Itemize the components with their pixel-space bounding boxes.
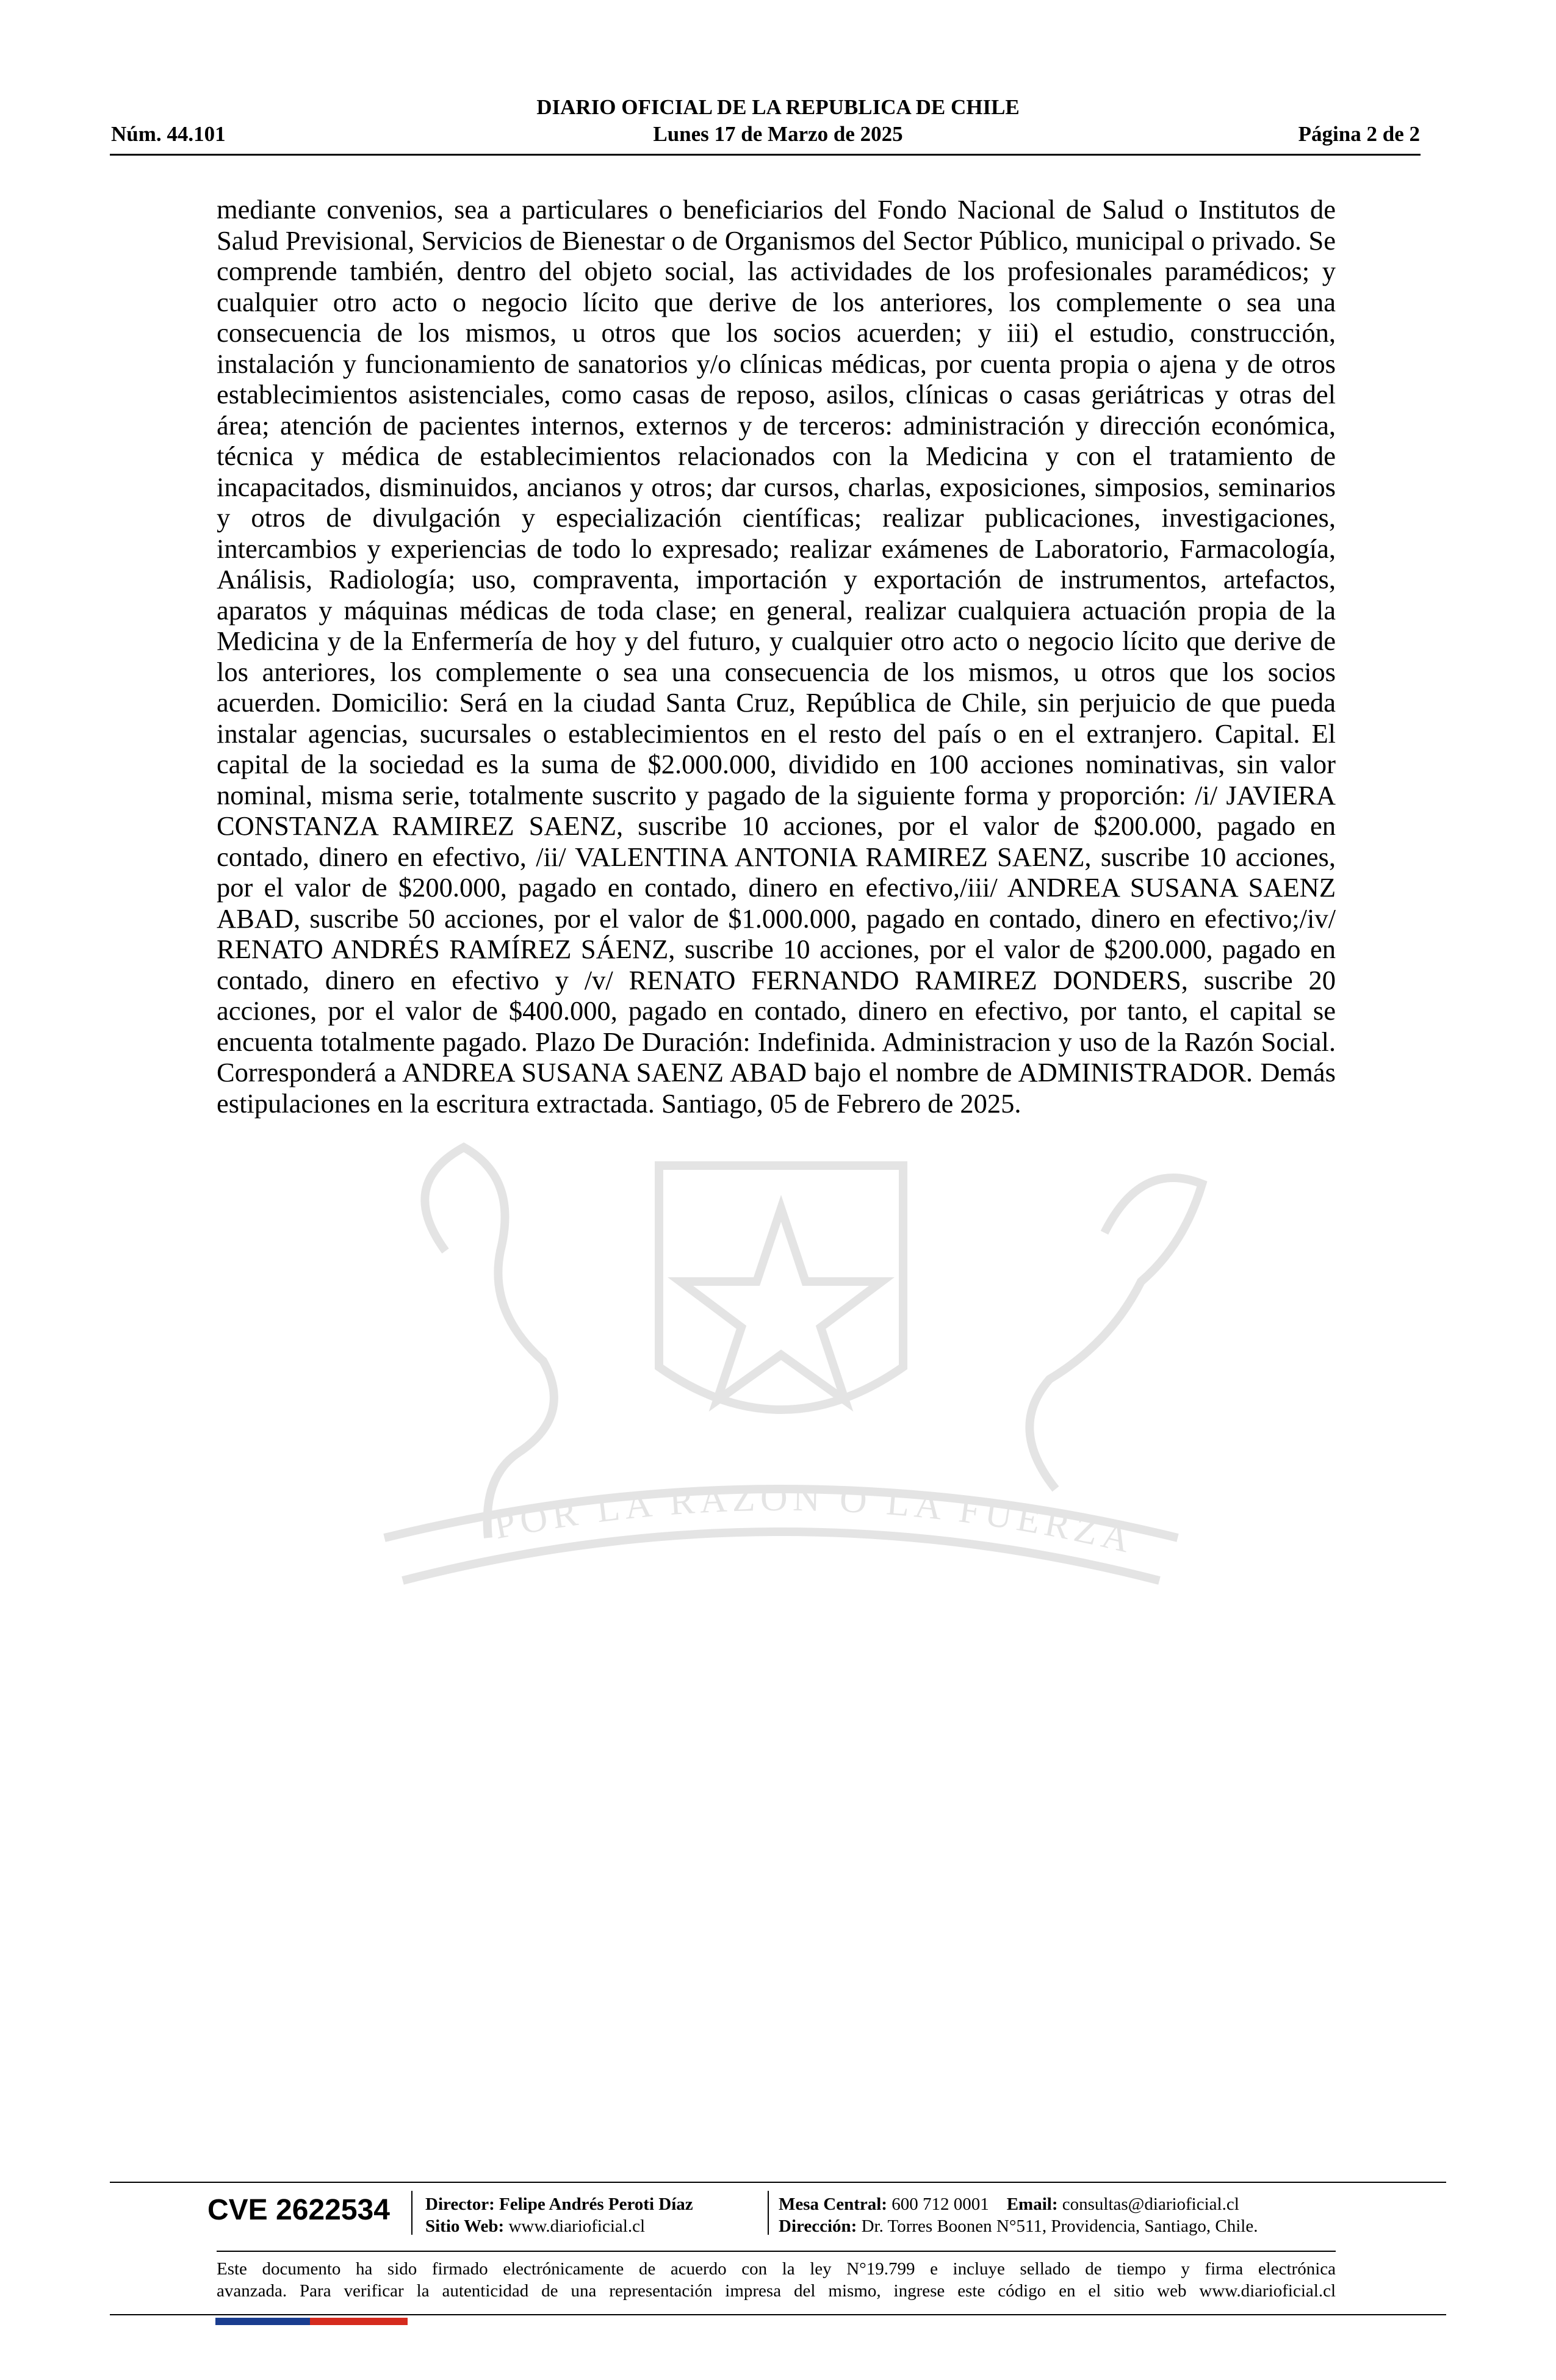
email-link[interactable]: consultas@diarioficial.cl [1062,2194,1239,2214]
legal-notice [217,2258,1336,2302]
email-label: Email: [1006,2194,1058,2214]
phone-label: Mesa Central: [779,2194,887,2214]
flag-stripe-red [310,2318,408,2325]
address-line [779,2215,1258,2237]
issue-date: Lunes 17 de Marzo de 2025 [653,122,903,146]
contact-separator [768,2191,769,2235]
coat-of-arms-watermark [287,1111,1275,1660]
watermark-motto: POR LA RAZON O LA FUERZA [491,1477,1139,1562]
footer-bottom-divider [110,2314,1446,2315]
legal-notice-line1: Este documento ha sido firmado electrónicamente de acuerdo con la ley N°19.799 e incluye sellado de tiempo y firma electrónica [217,2259,1336,2279]
phone-number: 600 712 0001 [891,2194,989,2214]
footer-mid-divider [217,2251,1336,2252]
website-line [425,2215,645,2237]
website-label: Sitio Web: [425,2216,505,2236]
svg-text:POR LA RAZON O LA FUERZA [491,1477,1139,1562]
address-label: Dirección: [779,2216,857,2236]
extract-body-text: mediante convenios, sea a particulares o beneficiarios del Fondo Nacional de Salud o Institutos de Salud Previsional, Servicios de Bienestar o de Organismos del Sector Público, municipal o privado. Se comprende también, dentro del objeto social, las actividades de los profesionales paramédicos; y cualquier otro acto o negocio lícito que derive de los anteriores, los complemente o sea una consecuencia de los mismos, u otros que los socios acuerden; y iii) el estudio, construcción, instalación y funcionamiento de sanatorios y/o clínicas médicas, por cuenta propia o ajena y de otros establecimientos asistenciales, como casas de reposo, asilos, clínicas o casas geriátricas y otras del área; atención de pacientes internos, externos y de terceros: administración y dirección económica, técnica y médica de establecimientos relacionados con la Medicina y con el tratamiento de incapacitados, disminuidos, ancianos y otros; dar cursos, charlas, exposiciones, simposios, seminarios y otros de divulgación y especialización científicas; realizar publicaciones, investigaciones, intercambios y experiencias de todo lo expresado; realizar exámenes de Laboratorio, Farmacología, Análisis, Radiología; uso, compraventa, importación y exportación de instrumentos, artefactos, aparatos y máquinas médicas de toda clase; en general, realizar cualquiera actuación propia de la Medicina y de la Enfermería de hoy y del futuro, y cualquier otro acto o negocio lícito que derive de los anteriores, los complemente o sea una consecuencia de los mismos, u otros que los socios acuerden. Domicilio: Será en la ciudad Santa Cruz, República de Chile, sin perjuicio de que pueda instalar agencias, sucursales o establecimientos en el resto del país o en el extranjero. Capital. El capital de la sociedad es la suma de $2.000.000, dividido en 100 acciones nominativas, sin valor nominal, misma serie, totalmente suscrito y pagado de la siguiente forma y proporción: /i/ JAVIERA CONSTANZA RAMIREZ SAENZ, suscribe 10 acciones, por el valor de $200.000, pagado en contado, dinero en efectivo, /ii/ VALENTINA ANTONIA RAMIREZ SAENZ, suscribe 10 acciones, por el valor de $200.000, pagado en contado, dinero en efectivo,/iii/ ANDREA SUSANA SAENZ ABAD, suscribe 50 acciones, por el valor de $1.000.000, pagado en contado, dinero en efectivo;/iv/ RENATO ANDRÉS RAMÍREZ SÁENZ, suscribe 10 acciones, por el valor de $200.000, pagado en contado, dinero en efectivo y /v/ RENATO FERNANDO RAMIREZ DONDERS, suscribe 20 acciones, por el valor de $400.000, pagado en contado, dinero en efectivo, por tanto, el capital se encuenta totalmente pagado. Plazo De Duración: Indefinida. Administracion y uso de la Razón Social. Corresponderá a ANDREA SUSANA SAENZ ABAD bajo el nombre de ADMINISTRADOR. Demás estipulaciones en la escritura extractada. Santiago, 05 de Febrero de 2025. [217,194,1336,1119]
flag-stripe-blue [215,2318,310,2325]
director-label: Director: [425,2194,495,2214]
director-line [425,2193,693,2215]
cve-code: CVE 2622534 [207,2194,390,2226]
director-name: Felipe Andrés Peroti Díaz [499,2194,693,2214]
footer-top-divider [110,2182,1446,2183]
legal-notice-line2: avanzada. Para verificar la autenticidad de una representación impresa del mismo, ingrese este código en el sitio web www.diarioficial.cl [217,2281,1336,2301]
header-divider [110,154,1421,156]
phone-email-line [779,2193,1239,2215]
issue-number: Núm. 44.101 [111,122,226,146]
website-link[interactable]: www.diarioficial.cl [508,2216,646,2236]
cve-separator [411,2191,412,2235]
page-indicator: Página 2 de 2 [1298,122,1420,146]
newspaper-title: DIARIO OFICIAL DE LA REPUBLICA DE CHILE [536,95,1020,119]
address-value: Dr. Torres Boonen N°511, Providencia, Santiago, Chile. [861,2216,1258,2236]
